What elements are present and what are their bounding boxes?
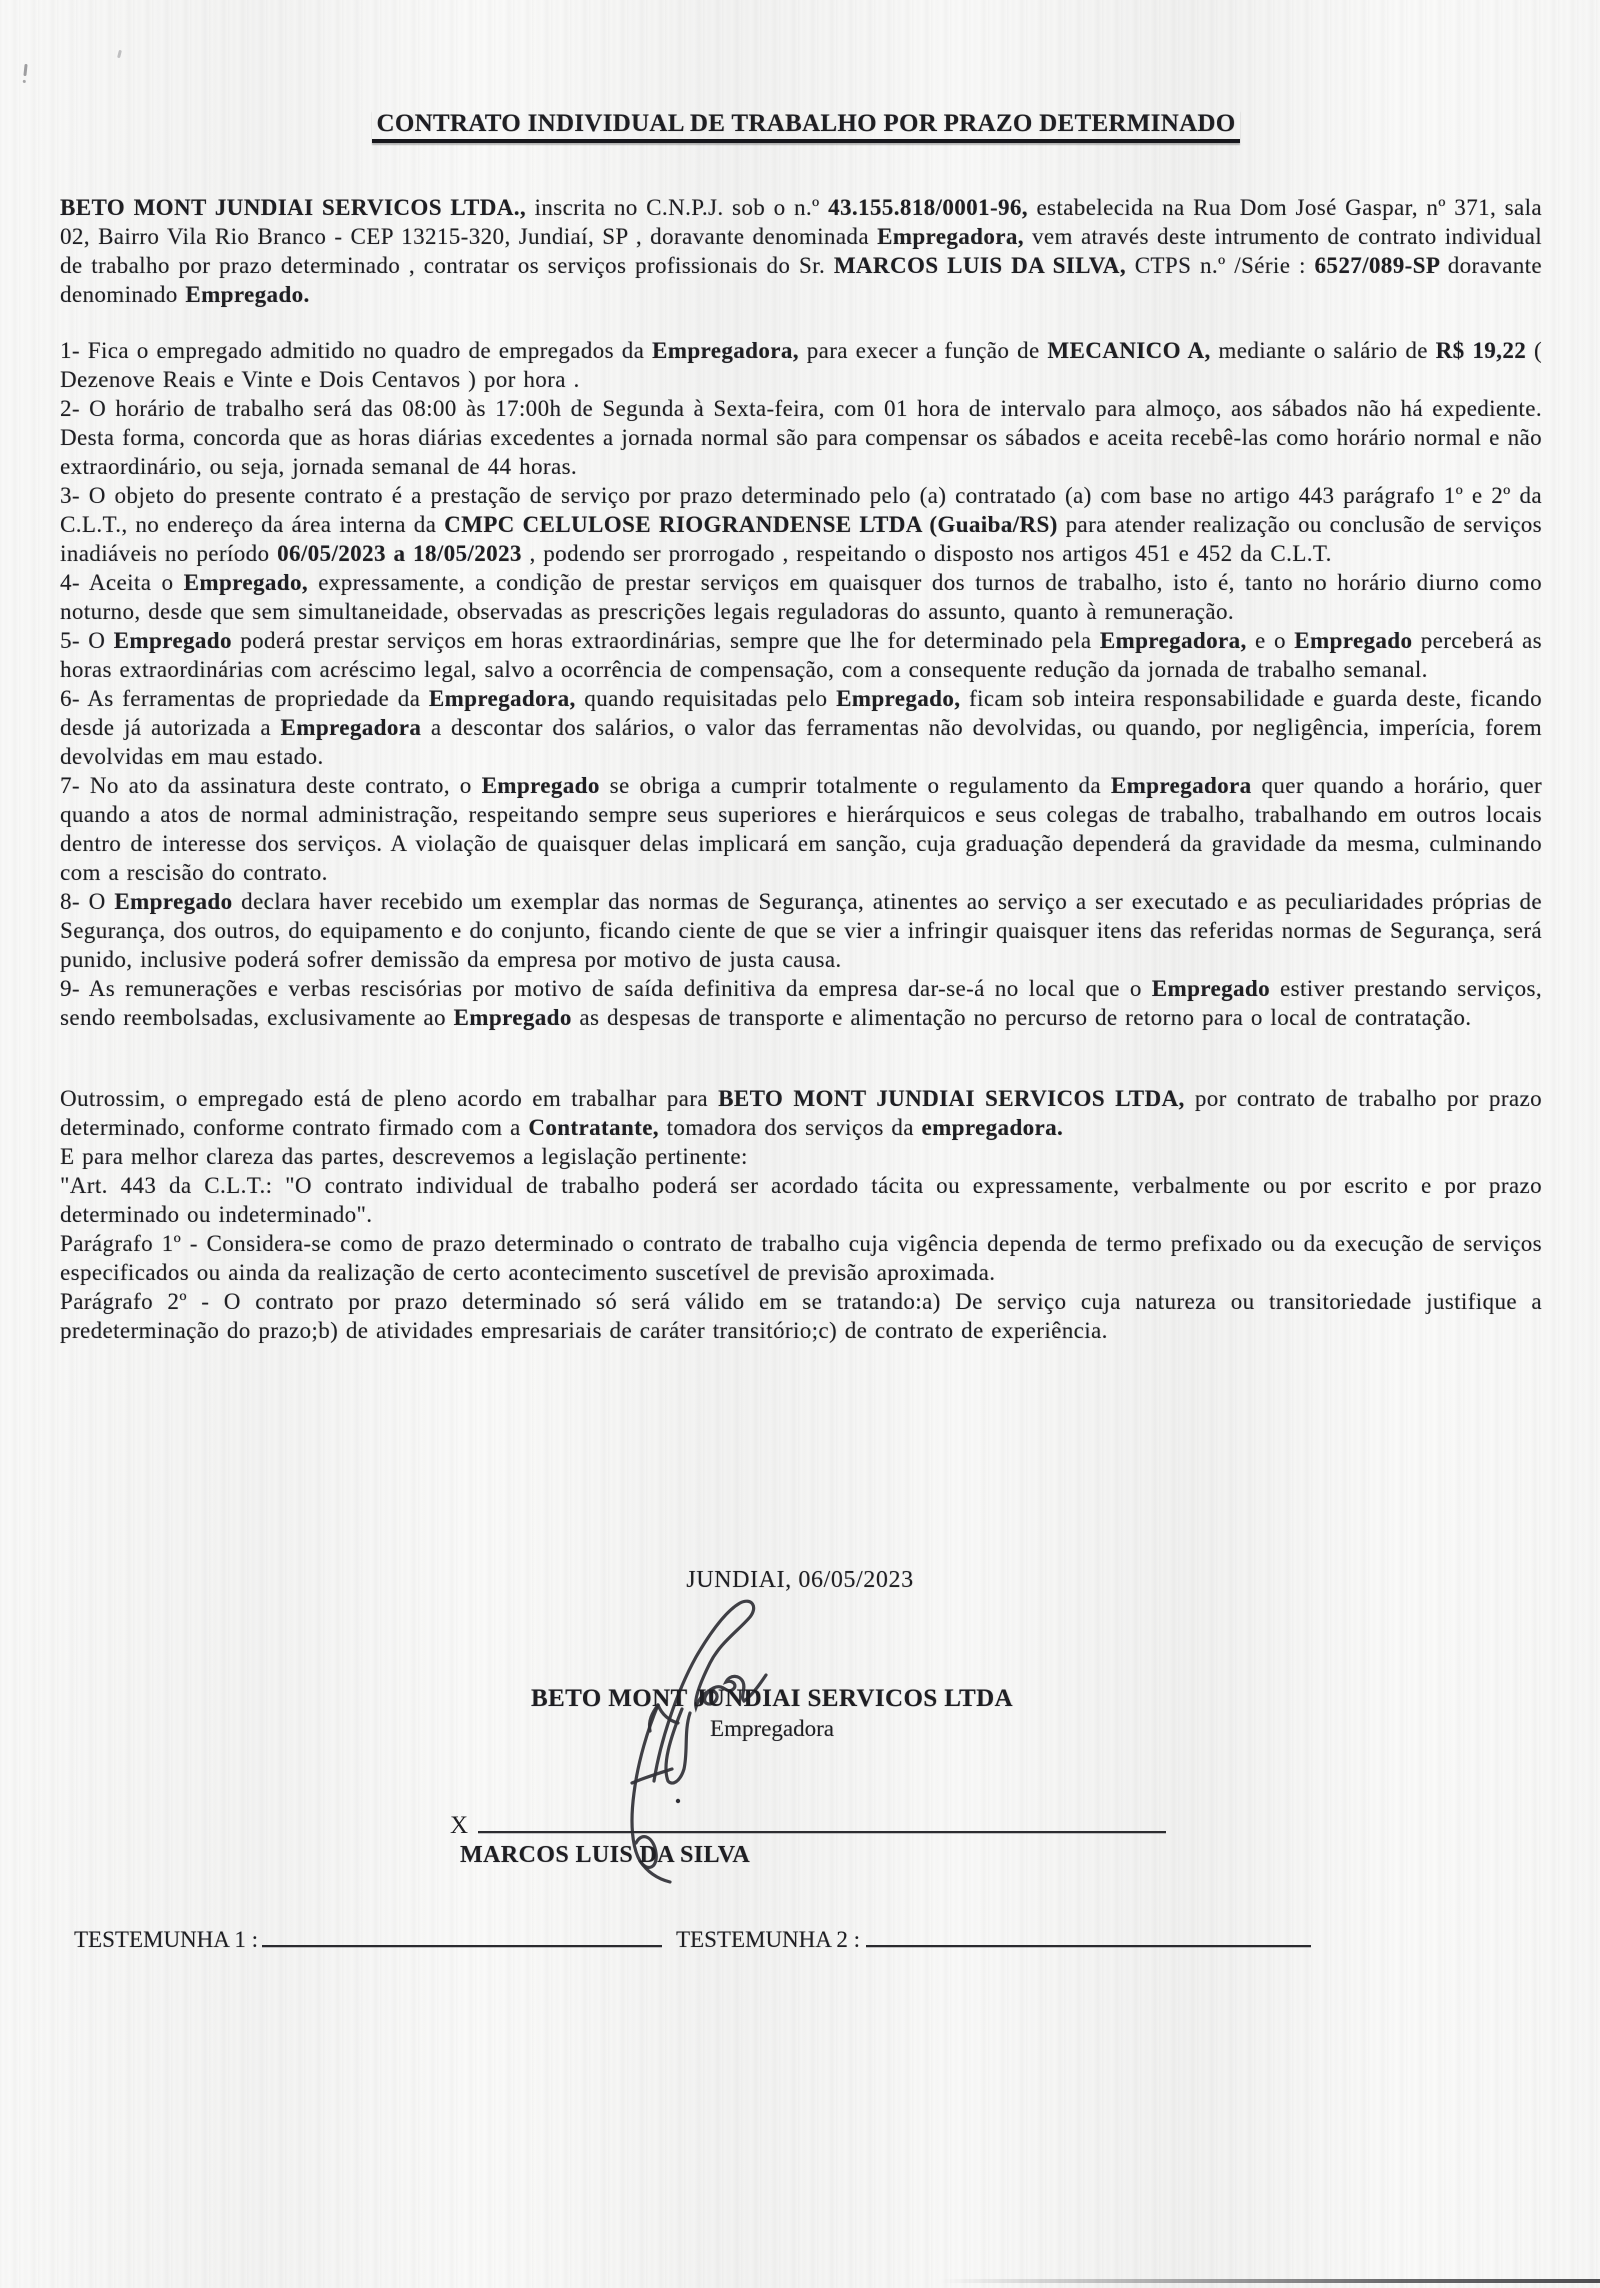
paragraph-outrossim xyxy=(60,1084,1542,1142)
document-title-row xyxy=(60,110,1542,143)
text-run: , podendo ser prorrogado , respeitando o disposto nos artigos 451 e 452 da C.L.T. xyxy=(529,541,1332,566)
text-run: Empregado xyxy=(114,889,242,914)
text-run: Empregadora xyxy=(1110,773,1262,798)
paragraph-clause-2 xyxy=(60,394,1542,481)
text-run: Empregadora, xyxy=(428,686,585,711)
text-run: 4- Aceita o xyxy=(60,570,184,595)
text-run: Empregado, xyxy=(183,570,319,595)
text-run: 2- O horário de trabalho será das 08:00 às 17:00h de Segunda à Sexta-feira, com 01 hora de intervalo para almoço, aos sábados não há expediente. Desta forma, concorda que as horas diárias excedentes a jornada normal são para compensar os sábados e aceita recebê-las como horário normal e não extraordinário, ou seja, jornada semanal de 44 horas. xyxy=(60,396,1542,479)
text-run: Empregado xyxy=(1151,976,1281,1001)
text-run: por contrato de trabalho por prazo determinado, conforme contrato firmado com a xyxy=(60,1086,1543,1140)
text-run: se obriga a cumprir totalmente o regulamento da xyxy=(609,773,1111,798)
paragraph-clause-8 xyxy=(60,887,1542,974)
employer-company-name: BETO MONT JUNDIAI SERVICOS LTDA xyxy=(530,1685,1014,1712)
text-run: 1- Fica o empregado admitido no quadro de empregados da xyxy=(60,338,653,363)
text-run: 7- No ato da assinatura deste contrato, o xyxy=(60,773,482,798)
paragraph-clause-7 xyxy=(60,771,1542,887)
text-run: estiver prestando serviços, sendo reembolsadas, exclusivamente ao xyxy=(60,976,1542,1030)
text-run: e o xyxy=(1255,628,1295,653)
text-run: MARCOS LUIS DA SILVA, xyxy=(833,253,1135,278)
text-run: 43.155.818/0001-96, xyxy=(828,195,1037,220)
text-run: doravante denominado xyxy=(60,253,1543,307)
paragraph-clause-9 xyxy=(60,974,1542,1032)
text-run: CTPS n.º /Série : xyxy=(1134,253,1315,278)
text-run: "Art. 443 da C.L.T.: "O contrato individual de trabalho poderá ser acordado tácita ou expressamente, verbalmente ou por escrito e por prazo determinado ou indeterminado". xyxy=(60,1173,1542,1227)
text-run: R$ 19,22 xyxy=(1435,338,1534,363)
text-run: Empregado xyxy=(481,773,610,798)
text-run: estabelecida na Rua Dom José Gaspar, nº 371, sala 02, Bairro Vila Rio Branco - CEP 13215-320, Jundiaí, SP , doravante denominada xyxy=(60,195,1542,249)
text-run: a descontar dos salários, o valor das ferramentas não devolvidas, ou quando, por negligência, imperícia, forem devolvidas em mau estado. xyxy=(60,715,1542,769)
text-run: Empregado xyxy=(453,1005,580,1030)
text-run: mediante o salário de xyxy=(1218,338,1436,363)
text-run: para execer a função de xyxy=(806,338,1048,363)
text-run: expressamente, a condição de prestar serviços em quaisquer dos turnos de trabalho, isto é, tanto no horário diurno como noturno, desde que sem simultaneidade, observadas as prescrições legais reguladoras do assunto, quanto à remuneração. xyxy=(60,570,1542,624)
employer-role-label: Empregadora xyxy=(710,1716,834,1741)
document-title: CONTRATO INDIVIDUAL DE TRABALHO POR PRAZO DETERMINADO xyxy=(372,110,1239,143)
text-run: inscrita no C.N.P.J. sob o n.º xyxy=(534,195,829,220)
text-run: Empregado xyxy=(113,628,241,653)
closing-section xyxy=(0,1545,1600,1975)
witness-row xyxy=(74,1923,1311,1953)
text-run: Empregadora xyxy=(280,715,431,740)
text-run: 3- O objeto do presente contrato é a prestação de serviço por prazo determinado pelo (a) contratado (a) com base no artigo 443 parágrafo 1º e 2º da C.L.T., no endereço da área interna da xyxy=(60,483,1542,537)
paragraph-clause-6 xyxy=(60,684,1542,771)
scan-edge-artifact xyxy=(940,2279,1600,2283)
text-run: E para melhor clareza das partes, descrevemos a legislação pertinente: xyxy=(60,1144,748,1169)
paragraph-clause-3 xyxy=(60,481,1542,568)
text-run: Empregado xyxy=(1294,628,1421,653)
text-run: BETO MONT JUNDIAI SERVICOS LTDA., xyxy=(60,195,535,220)
text-run: Contratante, xyxy=(528,1115,667,1140)
witness2-label: TESTEMUNHA 2 : xyxy=(676,1927,860,1952)
text-run: 8- O xyxy=(60,889,115,914)
contract-clauses xyxy=(60,193,1542,1345)
text-run: as despesas de transporte e alimentação no percurso de retorno para o local de contratação. xyxy=(579,1005,1472,1030)
text-run: vem através deste intrumento de contrato individual de trabalho por prazo determinado , contratar os serviços profissionais do Sr. xyxy=(60,224,1542,278)
employee-name: MARCOS LUIS DA SILVA xyxy=(460,1842,751,1868)
text-run: 6527/089-SP xyxy=(1314,253,1448,278)
employer-signature-block xyxy=(0,1685,1572,1742)
signature-x-marker: X xyxy=(450,1812,469,1839)
text-run: CMPC CELULOSE RIOGRANDENSE LTDA (Guaiba/RS) xyxy=(444,512,1066,537)
text-run: para atender realização ou conclusão de serviços inadiáveis no período xyxy=(60,512,1543,566)
text-run: MECANICO A, xyxy=(1047,338,1219,363)
text-run: Empregado, xyxy=(836,686,969,711)
text-run: quer quando a horário, quer quando a atos de normal administração, respeitando sempre seus superiores e hierárquicos e seus colegas de trabalho, trabalhando em outros locais dentro de interesse dos serviços. A violação de quaisquer delas implicará em sanção, cuja graduação dependerá da gravidade da mesma, culminando com a rescisão do contrato. xyxy=(60,773,1542,885)
text-run: BETO MONT JUNDIAI SERVICOS LTDA, xyxy=(718,1086,1195,1111)
text-run: quando requisitadas pelo xyxy=(584,686,837,711)
witness1-signature-line xyxy=(262,1923,662,1947)
employee-sign-row xyxy=(450,1811,1166,1840)
paragraph-paragrafo-1 xyxy=(60,1229,1542,1287)
paragraph-art-443 xyxy=(60,1171,1542,1229)
text-run: 06/05/2023 a 18/05/2023 xyxy=(277,541,530,566)
paragraph-clause-1 xyxy=(60,336,1542,394)
text-run: Empregadora, xyxy=(877,224,1033,249)
paragraph-clause-5 xyxy=(60,626,1542,684)
text-run: Empregadora, xyxy=(652,338,807,363)
text-run: ( Dezenove Reais e Vinte e Dois Centavos ) por hora . xyxy=(60,338,1542,392)
text-run: Outrossim, o empregado está de pleno acordo em trabalhar para xyxy=(60,1086,719,1111)
text-run: 9- As remunerações e verbas rescisórias por motivo de saída definitiva da empresa dar-se-á no local que o xyxy=(60,976,1152,1001)
text-run: ficam sob inteira responsabilidade e guarda deste, ficando desde já autorizada a xyxy=(60,686,1542,740)
witness1-label: TESTEMUNHA 1 : xyxy=(74,1927,258,1952)
text-run: Empregado. xyxy=(185,282,310,307)
place-date-line: JUNDIAI, 06/05/2023 xyxy=(686,1567,914,1593)
text-run: Parágrafo 1º - Considera-se como de prazo determinado o contrato de trabalho cuja vigência dependa de termo prefixado ou da execução de serviços especificados ou ainda da realização de certo acontecimento suscetível de previsão aproximada. xyxy=(60,1231,1542,1285)
text-run: poderá prestar serviços em horas extraordinárias, sempre que lhe for determinado pela xyxy=(240,628,1100,653)
employee-signature-line xyxy=(478,1811,1166,1833)
text-run: perceberá as horas extraordinárias com acréscimo legal, salvo a ocorrência de compensação, com a consequente redução da jornada de trabalho semanal. xyxy=(60,628,1542,682)
paragraph-clause-4 xyxy=(60,568,1542,626)
witness2-signature-line xyxy=(866,1923,1311,1947)
paragraph-preamble xyxy=(60,193,1542,309)
text-run: empregadora. xyxy=(921,1115,1064,1140)
text-run: Parágrafo 2º - O contrato por prazo determinado só será válido em se tratando:a) De serviço cuja natureza ou transitoriedade justifique a predeterminação do prazo;b) de atividades empresariais de caráter transitório;c) de contrato de experiência. xyxy=(60,1289,1542,1343)
text-run: 5- O xyxy=(60,628,114,653)
text-run: Empregadora, xyxy=(1099,628,1255,653)
paragraph-clareza xyxy=(60,1142,1542,1171)
text-run: declara haver recebido um exemplar das normas de Segurança, atinentes ao serviço a ser executado e as peculiaridades próprias de Segurança, dos outros, do equipamento e do conjunto, ficando ciente de que se vier a infringir quaisquer itens das referidas normas de Segurança, será punido, inclusive poderá sofrer demissão da empresa por motivo de justa causa. xyxy=(60,889,1542,972)
paragraph-paragrafo-2 xyxy=(60,1287,1542,1345)
text-run: tomadora dos serviços da xyxy=(666,1115,922,1140)
text-run: 6- As ferramentas de propriedade da xyxy=(60,686,429,711)
